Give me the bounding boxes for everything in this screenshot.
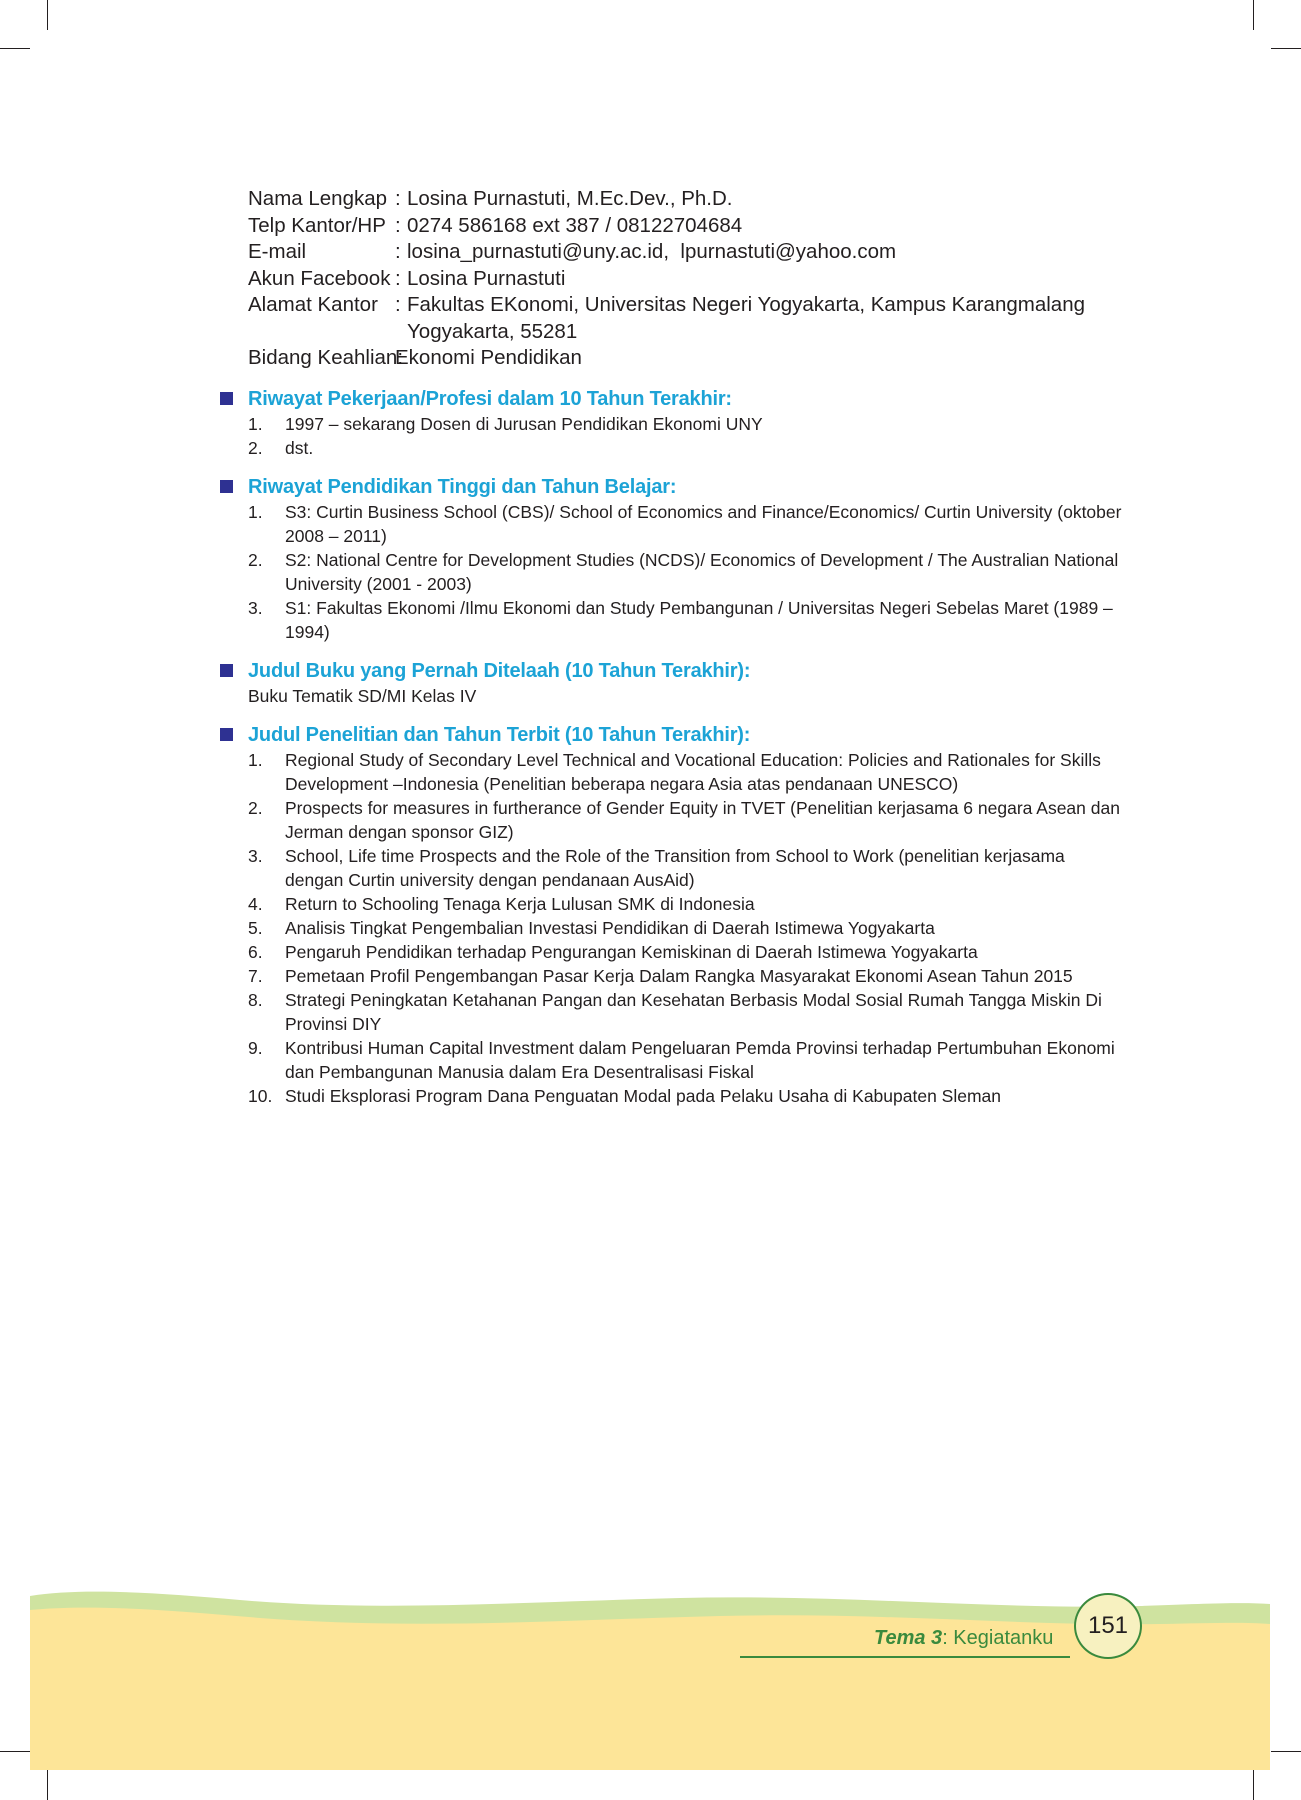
footer-theme-bold: Tema 3 bbox=[874, 1627, 943, 1649]
profile-value: 0274 586168 ext 387 / 08122704684 bbox=[407, 213, 743, 237]
list-item bbox=[248, 596, 1128, 644]
profile-colon: : bbox=[395, 266, 401, 290]
list-item bbox=[248, 1036, 1128, 1084]
list-number: 3. bbox=[248, 845, 263, 866]
profile-colon: : bbox=[395, 187, 401, 210]
list-item bbox=[248, 436, 1128, 460]
list-number: 8. bbox=[248, 989, 263, 1010]
crop-mark bbox=[1271, 48, 1301, 49]
section-heading bbox=[248, 722, 1128, 748]
page-content bbox=[248, 186, 1128, 1108]
list-item bbox=[248, 548, 1128, 596]
list-number: 10. bbox=[248, 1085, 273, 1106]
profile-value: losina_purnastuti@uny.ac.id, lpurnastuti@yahoo.com bbox=[407, 240, 897, 263]
list-number: 6. bbox=[248, 941, 263, 962]
footer-theme-label bbox=[874, 1627, 1053, 1650]
list-number: 4. bbox=[248, 893, 263, 914]
page-number: 151 bbox=[1087, 1612, 1129, 1639]
section-title: Riwayat Pendidikan Tinggi dan Tahun Belajar: bbox=[248, 475, 677, 498]
profile-label: Telp Kantor/HP bbox=[248, 213, 386, 237]
list-text: Kontribusi Human Capital Investment dalam Pengeluaran Pemda Provinsi terhadap Pertumbuhan Ekonomi dan Pembangunan Manusia dalam Era Desentralisasi Fiskal bbox=[285, 1037, 1115, 1082]
list-item bbox=[248, 988, 1128, 1036]
list-number: 9. bbox=[248, 1037, 263, 1058]
section-heading bbox=[248, 474, 1128, 500]
list-text: S2: National Centre for Development Studies (NCDS)/ Economics of Development / The Australian National University (2001 - 2003) bbox=[285, 549, 1119, 594]
section-pendidikan bbox=[248, 474, 1128, 644]
section-heading bbox=[248, 658, 1128, 684]
profile-value: Losina Purnastuti bbox=[407, 266, 566, 290]
profile-label: Bidang Keahlian: bbox=[248, 346, 404, 369]
list-number: 1. bbox=[248, 501, 263, 522]
list-item bbox=[248, 964, 1128, 988]
list-number: 1. bbox=[248, 749, 263, 770]
list-text: S3: Curtin Business School (CBS)/ School of Economics and Finance/Economics/ Curtin University (oktober 2008 – 2011) bbox=[285, 501, 1122, 546]
profile-label: Nama Lengkap bbox=[248, 187, 388, 210]
crop-mark bbox=[0, 48, 30, 49]
profile-label: Akun Facebook bbox=[248, 266, 391, 290]
crop-mark bbox=[47, 0, 48, 30]
list-number: 1. bbox=[248, 413, 263, 434]
list-item bbox=[248, 916, 1128, 940]
section-penelitian bbox=[248, 722, 1128, 1108]
square-bullet-icon bbox=[220, 480, 233, 493]
list-text: School, Life time Prospects and the Role of the Transition from School to Work (penelitian kerjasama dengan Curtin university dengan pendanaan AusAid) bbox=[285, 845, 1065, 890]
list-number: 2. bbox=[248, 549, 263, 570]
crop-mark bbox=[1253, 1770, 1254, 1800]
list-text: S1: Fakultas Ekonomi /Ilmu Ekonomi dan Study Pembangunan / Universitas Negeri Sebelas Maret (1989 – 1994) bbox=[285, 597, 1113, 642]
profile-colon: : bbox=[395, 240, 401, 263]
list-text: Return to Schooling Tenaga Kerja Lulusan SMK di Indonesia bbox=[285, 893, 755, 914]
section-pekerjaan bbox=[248, 386, 1128, 460]
section-title: Riwayat Pekerjaan/Profesi dalam 10 Tahun Terakhir: bbox=[248, 387, 732, 410]
section-heading bbox=[248, 386, 1128, 412]
profile-label: Alamat Kantor bbox=[248, 293, 378, 316]
list-item bbox=[248, 1084, 1128, 1108]
section-title: Judul Buku yang Pernah Ditelaah (10 Tahun Terakhir): bbox=[248, 659, 751, 682]
list-number: 2. bbox=[248, 797, 263, 818]
square-bullet-icon bbox=[220, 728, 233, 741]
list-item bbox=[248, 500, 1128, 548]
list-text: dst. bbox=[285, 437, 314, 458]
list-item bbox=[248, 940, 1128, 964]
list-text: Pengaruh Pendidikan terhadap Pengurangan Kemiskinan di Daerah Istimewa Yogyakarta bbox=[285, 941, 978, 962]
profile-row-alamat bbox=[248, 292, 1128, 345]
list-item bbox=[248, 892, 1128, 916]
list-text: Pemetaan Profil Pengembangan Pasar Kerja Dalam Rangka Masyarakat Ekonomi Asean Tahun 2015 bbox=[285, 965, 1073, 986]
list-item bbox=[248, 412, 1128, 436]
profile-value: Losina Purnastuti, M.Ec.Dev., Ph.D. bbox=[407, 187, 733, 210]
list-item bbox=[248, 844, 1128, 892]
square-bullet-icon bbox=[220, 664, 233, 677]
profile-row-email bbox=[248, 239, 1128, 266]
list-text: Prospects for measures in furtherance of Gender Equity in TVET (Penelitian kerjasama 6 negara Asean dan Jerman dengan sponsor GIZ) bbox=[285, 797, 1120, 842]
list-item bbox=[248, 748, 1128, 796]
footer-rule bbox=[740, 1656, 1070, 1658]
list-item bbox=[248, 796, 1128, 844]
list-text: Studi Eksplorasi Program Dana Penguatan Modal pada Pelaku Usaha di Kabupaten Sleman bbox=[285, 1085, 1002, 1106]
section-text: Buku Tematik SD/MI Kelas IV bbox=[248, 685, 477, 706]
square-bullet-icon bbox=[220, 392, 233, 405]
list-text: Strategi Peningkatan Ketahanan Pangan dan Kesehatan Berbasis Modal Sosial Rumah Tangga Miskin Di Provinsi DIY bbox=[285, 989, 1102, 1034]
profile-value: Fakultas EKonomi, Universitas Negeri Yogyakarta, Kampus Karangmalang Yogyakarta, 55281 bbox=[407, 293, 1085, 343]
profile-colon: : bbox=[395, 213, 401, 237]
profile-row-bidang bbox=[248, 345, 1128, 372]
list-number: 5. bbox=[248, 917, 263, 938]
list-number: 7. bbox=[248, 965, 263, 986]
list-text: Regional Study of Secondary Level Technical and Vocational Education: Policies and Rationales for Skills Development –Indonesia (Penelitian beberapa negara Asia atas pendanaan UNESCO) bbox=[285, 749, 1101, 794]
profile-label: E-mail bbox=[248, 240, 307, 263]
crop-mark bbox=[1253, 0, 1254, 30]
profile-colon: : bbox=[395, 293, 401, 316]
list-number: 2. bbox=[248, 437, 263, 458]
list-number: 3. bbox=[248, 597, 263, 618]
page-number-badge bbox=[1074, 1593, 1142, 1659]
profile-row-telp bbox=[248, 213, 1128, 240]
section-buku bbox=[248, 658, 1128, 708]
profile-row-nama bbox=[248, 186, 1128, 213]
list-text: Analisis Tingkat Pengembalian Investasi Pendidikan di Daerah Istimewa Yogyakarta bbox=[285, 917, 935, 938]
crop-mark bbox=[47, 1770, 48, 1800]
list-text: 1997 – sekarang Dosen di Jurusan Pendidikan Ekonomi UNY bbox=[285, 413, 763, 434]
profile-value: Ekonomi Pendidikan bbox=[395, 346, 582, 369]
section-title: Judul Penelitian dan Tahun Terbit (10 Tahun Terakhir): bbox=[248, 723, 751, 746]
footer-theme-title: : Kegiatanku bbox=[942, 1627, 1054, 1649]
profile-row-facebook bbox=[248, 266, 1128, 293]
profile-block bbox=[248, 186, 1128, 372]
